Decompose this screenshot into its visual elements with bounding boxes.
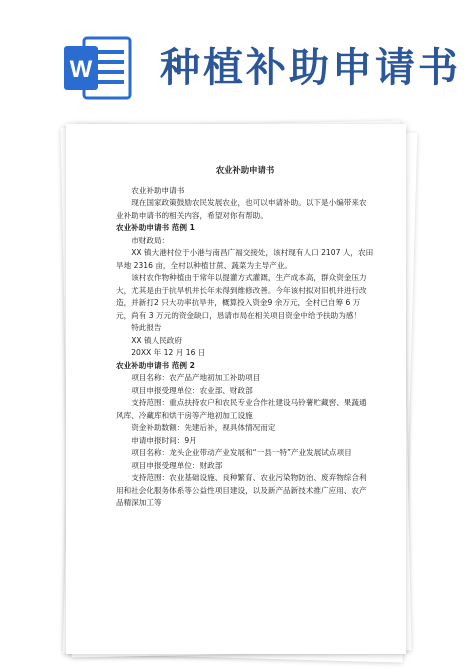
document-paragraph: 项目名称：农产品产地初加工补助项目 — [131, 373, 261, 382]
document-paragraph: 市财政局： — [131, 235, 170, 245]
document-page — [66, 124, 406, 654]
word-document-icon — [62, 36, 134, 100]
document-paragraph: 申请申报时间：9月 — [131, 435, 197, 445]
document-paragraph: XX 镇大港村位于小港与南昌广福交接处，该村现有人口 2107 人，农田旱地 2316 亩，全村以种植甘蔗、蔬菜为主导产业。 — [116, 248, 374, 270]
document-title: 农业补助申请书 — [215, 165, 275, 175]
banner-header — [0, 0, 474, 118]
document-paragraph: 项目名称：龙头企业带动产业发展和“一县一特”产业发展试点项目 — [131, 448, 352, 457]
document-paragraph: 项目申报受理单位：农业部、财政部 — [131, 385, 253, 395]
document-paragraph: 农业补助申请书 — [131, 185, 185, 195]
page-fade — [66, 620, 406, 654]
document-paragraph: 20XX 年 12 月 16 日 — [131, 348, 206, 357]
section-heading: 农业补助申请书 范例 1 — [116, 223, 195, 232]
paragraph-list — [116, 185, 374, 510]
banner-title: 种植补助申请书 — [160, 44, 461, 91]
document-paragraph: XX 镇人民政府 — [131, 335, 182, 345]
document-paragraph: 支持范围：重点扶持农户和农民专业合作社建设马铃薯贮藏窖、果蔬通风库、冷藏库和烘干房等产地初加工设施 — [116, 398, 367, 420]
document-body — [116, 164, 374, 510]
word-icon-letter: W — [69, 56, 93, 83]
document-paragraph: 该村农作物种植由于常年以提灌方式灌溉，生产成本高，群众资金压力大，尤其是由于抗旱机井长年未得到维修改善。今年该村拟对旧机井进行改造，并新打2 只大功率抗旱井，概算投入资金9 余万元，全村已自筹 6 万元，尚有 3 万元的资金缺口，恳请市局在相关项目资金中给予扶助为感！ — [116, 273, 367, 320]
document-paragraph: 特此报告 — [131, 323, 162, 332]
document-paragraph: 支持范围：农业基础设施、良种繁育、农业污染物防治、废弃物综合利用和社会化服务体系等公益性项目建设，以及新产品新技术推广应用、农产品精深加工等 — [116, 473, 367, 507]
document-paragraph: 项目申报受理单位：财政部 — [131, 460, 223, 470]
document-paragraph: 现在国家政策鼓励农民发展农业，也可以申请补助。以下是小编带来农业补助申请书的相关内容，希望对你有帮助。 — [116, 198, 367, 220]
section-heading: 农业补助申请书 范例 2 — [116, 360, 195, 370]
document-paragraph: 资金补助数额：先建后补，视具体情况而定 — [131, 423, 276, 432]
document-preview — [62, 120, 412, 660]
